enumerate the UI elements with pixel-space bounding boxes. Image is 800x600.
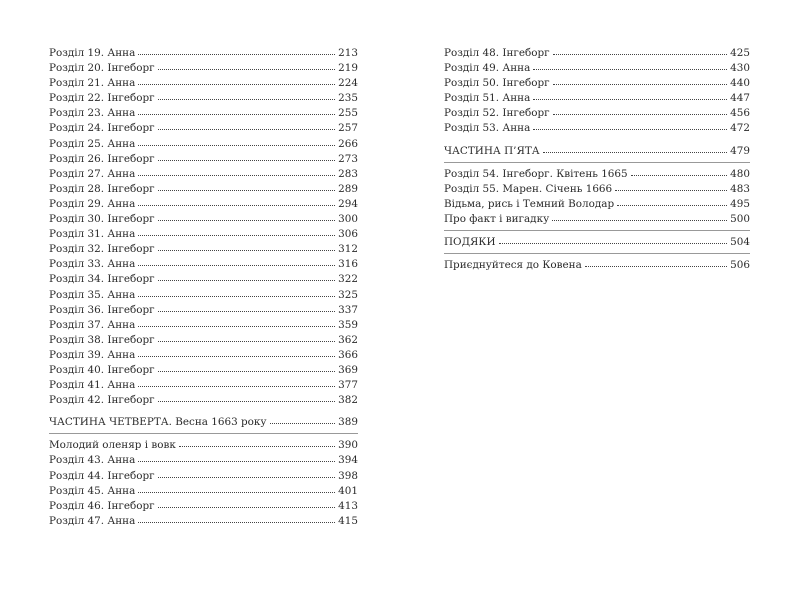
dot-leader: [138, 54, 335, 55]
toc-entry-title: Розділ 21. Анна: [49, 77, 136, 90]
toc-entry-title: Про факт і вигадку: [444, 212, 550, 225]
toc-entry[interactable]: [444, 212, 750, 227]
toc-entry-page: 430: [730, 62, 750, 75]
toc-entry[interactable]: [49, 514, 358, 529]
toc-entry[interactable]: [49, 484, 358, 499]
toc-entry-page: 394: [338, 454, 358, 467]
dot-leader: [138, 492, 335, 493]
toc-entry[interactable]: [49, 288, 358, 303]
toc-entry-title: Розділ 34. Інгеборг: [49, 273, 155, 286]
toc-entry[interactable]: [49, 303, 358, 318]
toc-entry-title: ЧАСТИНА ЧЕТВЕРТА. Весна 1663 року: [49, 416, 267, 429]
toc-entry[interactable]: [49, 348, 358, 363]
toc-entry-title: Розділ 43. Анна: [49, 454, 136, 467]
toc-entry[interactable]: [49, 167, 358, 182]
toc-entry[interactable]: [49, 182, 358, 197]
toc-entry-page: 235: [338, 92, 358, 105]
toc-entry-page: 312: [338, 243, 358, 256]
toc-entry-page: 266: [338, 137, 358, 150]
dot-leader: [533, 99, 727, 100]
toc-entry-title: Розділ 31. Анна: [49, 228, 136, 241]
dot-leader: [158, 129, 336, 130]
toc-entry[interactable]: [49, 227, 358, 242]
dot-leader: [158, 341, 336, 342]
toc-entry[interactable]: [49, 197, 358, 212]
toc-part-four[interactable]: [49, 415, 358, 430]
toc-entry-page: 300: [338, 213, 358, 226]
toc-entry-title: ПОДЯКИ: [444, 236, 496, 249]
toc-left-column: [49, 46, 358, 529]
toc-entry-page: 456: [730, 107, 750, 120]
dot-leader: [158, 507, 336, 508]
toc-chapter-list: [444, 167, 750, 227]
toc-entry-title: Розділ 37. Анна: [49, 318, 136, 331]
toc-entry-page: 389: [338, 416, 358, 429]
dot-leader: [158, 371, 336, 372]
toc-entry-title: Приєднуйтеся до Ковена: [444, 259, 582, 272]
dot-leader: [158, 160, 336, 161]
toc-entry-title: Розділ 54. Інгеборг. Квітень 1665: [444, 167, 628, 180]
toc-chapter-list: [49, 46, 358, 408]
toc-entry[interactable]: [49, 242, 358, 257]
toc-entry-title: Розділ 48. Інгеборг: [444, 47, 550, 59]
dot-leader: [138, 386, 335, 387]
dot-leader: [158, 99, 336, 100]
dot-leader: [138, 356, 335, 357]
dot-leader: [631, 175, 728, 176]
section-divider: [49, 433, 358, 434]
toc-entry-title: Розділ 41. Анна: [49, 379, 136, 392]
toc-entry-page: 257: [338, 122, 358, 135]
dot-leader: [138, 84, 335, 85]
toc-entry-page: 337: [338, 303, 358, 316]
section-gap: [49, 408, 358, 415]
toc-entry[interactable]: [444, 91, 750, 106]
dot-leader: [533, 129, 727, 130]
toc-entry-title: Розділ 44. Інгеборг: [49, 469, 155, 482]
dot-leader: [138, 205, 335, 206]
dot-leader: [270, 423, 336, 424]
toc-entry-title: Розділ 39. Анна: [49, 348, 136, 361]
toc-entry-page: 398: [338, 469, 358, 482]
toc-entry[interactable]: [49, 46, 358, 61]
toc-entry[interactable]: [444, 106, 750, 121]
toc-entry[interactable]: [49, 393, 358, 408]
toc-entry-page: 306: [338, 228, 358, 241]
dot-leader: [615, 190, 727, 191]
toc-entry-title: Розділ 25. Анна: [49, 137, 136, 150]
dot-leader: [158, 250, 336, 251]
toc-entry-page: 390: [338, 439, 358, 452]
toc-entry[interactable]: [444, 182, 750, 197]
toc-join-coven[interactable]: [444, 258, 750, 273]
dot-leader: [138, 114, 335, 115]
toc-entry-title: Розділ 26. Інгеборг: [49, 152, 155, 165]
toc-entry-title: Розділ 50. Інгеборг: [444, 77, 550, 90]
toc-entry-title: Розділ 24. Інгеборг: [49, 122, 155, 135]
section-divider: [444, 162, 750, 163]
toc-entry[interactable]: [49, 61, 358, 76]
toc-chapter-list: [444, 46, 750, 137]
toc-entry-page: 504: [730, 236, 750, 249]
toc-entry-title: Розділ 19. Анна: [49, 47, 136, 59]
toc-entry-title: Розділ 27. Анна: [49, 167, 136, 180]
toc-entry-page: 255: [338, 107, 358, 120]
dot-leader: [138, 175, 335, 176]
dot-leader: [499, 243, 728, 244]
toc-entry-page: 413: [338, 499, 358, 512]
dot-leader: [158, 401, 336, 402]
toc-entry-page: 219: [338, 62, 358, 75]
toc-entry-page: 294: [338, 197, 358, 210]
dot-leader: [138, 145, 335, 146]
toc-entry-title: ЧАСТИНА П’ЯТА: [444, 144, 540, 157]
toc-chapter-list: [49, 438, 358, 529]
toc-entry-page: 316: [338, 258, 358, 271]
toc-entry-page: 377: [338, 379, 358, 392]
toc-entry[interactable]: [49, 363, 358, 378]
toc-entry[interactable]: [49, 137, 358, 152]
dot-leader: [138, 265, 335, 266]
toc-entry[interactable]: [49, 469, 358, 484]
toc-entry-page: 495: [730, 197, 750, 210]
toc-right-column: [444, 46, 750, 273]
toc-entry-page: 472: [730, 122, 750, 135]
dot-leader: [552, 220, 727, 221]
toc-entry-page: 359: [338, 318, 358, 331]
dot-leader: [158, 311, 336, 312]
toc-entry[interactable]: [49, 76, 358, 91]
toc-entry-page: 366: [338, 348, 358, 361]
toc-entry-page: 213: [338, 47, 358, 59]
toc-entry-title: Розділ 29. Анна: [49, 197, 136, 210]
dot-leader: [158, 190, 336, 191]
dot-leader: [158, 280, 336, 281]
dot-leader: [138, 235, 335, 236]
toc-entry-title: Розділ 36. Інгеборг: [49, 303, 155, 316]
dot-leader: [138, 522, 335, 523]
toc-entry[interactable]: [444, 46, 750, 61]
dot-leader: [553, 54, 728, 55]
toc-entry[interactable]: [444, 197, 750, 212]
dot-leader: [179, 446, 335, 447]
section-divider: [444, 253, 750, 254]
toc-acknowledgements[interactable]: [444, 235, 750, 250]
toc-entry[interactable]: [49, 438, 358, 453]
toc-entry[interactable]: [49, 91, 358, 106]
toc-entry-title: Розділ 46. Інгеборг: [49, 499, 155, 512]
toc-entry-title: Молодий оленяр і вовк: [49, 439, 176, 452]
toc-entry[interactable]: [49, 272, 358, 287]
dot-leader: [617, 205, 727, 206]
toc-entry[interactable]: [49, 499, 358, 514]
toc-entry[interactable]: [49, 152, 358, 167]
toc-entry[interactable]: [49, 378, 358, 393]
toc-entry[interactable]: [49, 318, 358, 333]
toc-entry[interactable]: [49, 106, 358, 121]
dot-leader: [585, 266, 727, 267]
dot-leader: [158, 220, 336, 221]
toc-entry-page: 425: [730, 47, 750, 59]
toc-entry-page: 369: [338, 363, 358, 376]
toc-entry-title: Розділ 40. Інгеборг: [49, 363, 155, 376]
toc-entry[interactable]: [49, 257, 358, 272]
toc-entry[interactable]: [49, 333, 358, 348]
dot-leader: [158, 477, 336, 478]
toc-entry-page: 224: [338, 77, 358, 90]
dot-leader: [138, 296, 335, 297]
dot-leader: [138, 461, 335, 462]
toc-entry-title: Розділ 51. Анна: [444, 92, 531, 105]
toc-entry-title: Розділ 33. Анна: [49, 258, 136, 271]
dot-leader: [543, 152, 728, 153]
toc-entry-title: Розділ 49. Анна: [444, 62, 531, 75]
toc-entry[interactable]: [444, 121, 750, 136]
toc-entry-title: Розділ 20. Інгеборг: [49, 62, 155, 75]
toc-entry-title: Відьма, рись і Темний Володар: [444, 197, 615, 210]
toc-entry-title: Розділ 38. Інгеборг: [49, 333, 155, 346]
toc-entry-page: 480: [730, 167, 750, 180]
toc-entry-title: Розділ 47. Анна: [49, 514, 136, 527]
toc-entry-title: Розділ 35. Анна: [49, 288, 136, 301]
toc-entry-page: 506: [730, 259, 750, 272]
toc-entry-page: 401: [338, 484, 358, 497]
toc-part-five[interactable]: [444, 144, 750, 159]
toc-entry-page: 362: [338, 333, 358, 346]
toc-entry-page: 273: [338, 152, 358, 165]
toc-entry-title: Розділ 32. Інгеборг: [49, 243, 155, 256]
toc-entry-title: Розділ 53. Анна: [444, 122, 531, 135]
toc-entry-title: Розділ 52. Інгеборг: [444, 107, 550, 120]
toc-entry-page: 483: [730, 182, 750, 195]
toc-entry-title: Розділ 42. Інгеборг: [49, 394, 155, 407]
toc-entry[interactable]: [49, 453, 358, 468]
section-gap: [444, 137, 750, 144]
toc-entry-page: 283: [338, 167, 358, 180]
toc-entry-page: 479: [730, 144, 750, 157]
dot-leader: [138, 326, 335, 327]
section-divider: [444, 230, 750, 231]
toc-entry-title: Розділ 23. Анна: [49, 107, 136, 120]
toc-entry-page: 289: [338, 182, 358, 195]
toc-entry-page: 322: [338, 273, 358, 286]
toc-entry-title: Розділ 30. Інгеборг: [49, 213, 155, 226]
toc-entry-title: Розділ 22. Інгеборг: [49, 92, 155, 105]
toc-entry[interactable]: [49, 212, 358, 227]
toc-entry-title: Розділ 45. Анна: [49, 484, 136, 497]
dot-leader: [553, 84, 728, 85]
toc-entry[interactable]: [444, 61, 750, 76]
toc-entry-title: Розділ 28. Інгеборг: [49, 182, 155, 195]
toc-entry[interactable]: [444, 76, 750, 91]
dot-leader: [158, 69, 336, 70]
toc-entry-page: 382: [338, 394, 358, 407]
toc-entry[interactable]: [444, 167, 750, 182]
toc-entry-page: 447: [730, 92, 750, 105]
toc-entry-page: 500: [730, 212, 750, 225]
toc-entry[interactable]: [49, 121, 358, 136]
toc-entry-title: Розділ 55. Марен. Січень 1666: [444, 182, 613, 195]
dot-leader: [533, 69, 727, 70]
toc-entry-page: 325: [338, 288, 358, 301]
toc-entry-page: 440: [730, 77, 750, 90]
toc-entry-page: 415: [338, 514, 358, 527]
dot-leader: [553, 114, 728, 115]
